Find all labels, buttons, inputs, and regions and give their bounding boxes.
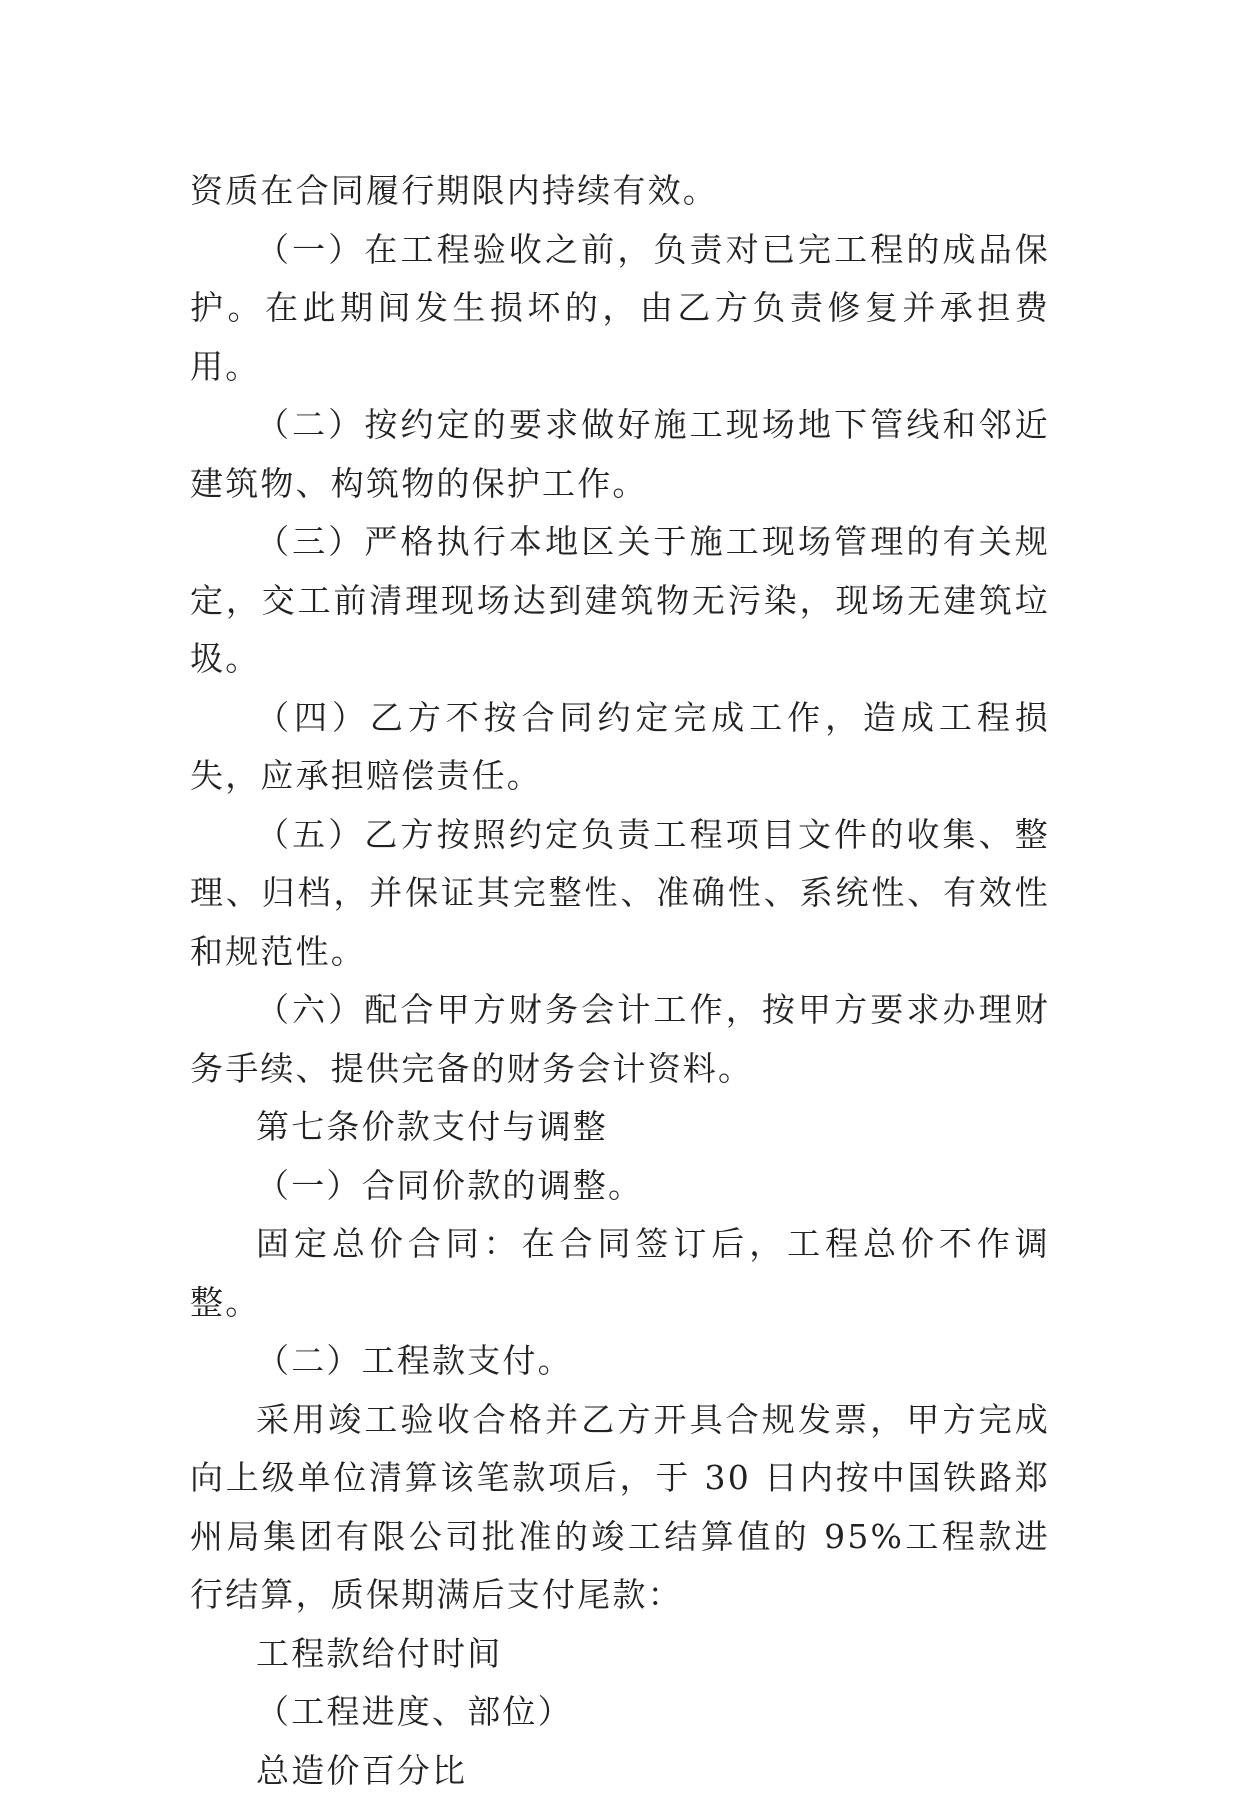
- paragraph-item-3-site-management: （三）严格执行本地区关于施工现场管理的有关规定，交工前清理现场达到建筑物无污染，现场无建筑垃圾。: [190, 513, 1050, 689]
- paragraph-progress-part: （工程进度、部位）: [190, 1683, 1050, 1742]
- paragraph-total-percentage: 总造价百分比: [190, 1742, 1050, 1800]
- paragraph-item-5-archiving: （五）乙方按照约定负责工程项目文件的收集、整理、归档，并保证其完整性、准确性、系统性、有效性和规范性。: [190, 806, 1050, 982]
- paragraph-price-adjustment-heading: （一）合同价款的调整。: [190, 1157, 1050, 1216]
- paragraph-payment-time: 工程款给付时间: [190, 1625, 1050, 1684]
- paragraph-fixed-price: 固定总价合同：在合同签订后，工程总价不作调整。: [190, 1215, 1050, 1332]
- paragraph-item-2-pipeline-protection: （二）按约定的要求做好施工现场地下管线和邻近建筑物、构筑物的保护工作。: [190, 396, 1050, 513]
- paragraph-item-4-compensation: （四）乙方不按合同约定完成工作，造成工程损失，应承担赔偿责任。: [190, 689, 1050, 806]
- paragraph-payment-terms: 采用竣工验收合格并乙方开具合规发票，甲方完成向上级单位清算该笔款项后，于 30 日内按中国铁路郑州局集团有限公司批准的竣工结算值的 95%工程款进行结算，质保期满后支付尾款：: [190, 1391, 1050, 1625]
- paragraph-item-6-finance-cooperation: （六）配合甲方财务会计工作，按甲方要求办理财务手续、提供完备的财务会计资料。: [190, 981, 1050, 1098]
- paragraph-payment-heading: （二）工程款支付。: [190, 1332, 1050, 1391]
- section-heading-article-7: 第七条价款支付与调整: [190, 1098, 1050, 1157]
- paragraph-item-1-finished-work-protection: （一）在工程验收之前，负责对已完工程的成品保护。在此期间发生损坏的，由乙方负责修复并承担费用。: [190, 221, 1050, 397]
- paragraph-qualification-validity: 资质在合同履行期限内持续有效。: [190, 162, 1050, 221]
- document-body: [190, 162, 1050, 1800]
